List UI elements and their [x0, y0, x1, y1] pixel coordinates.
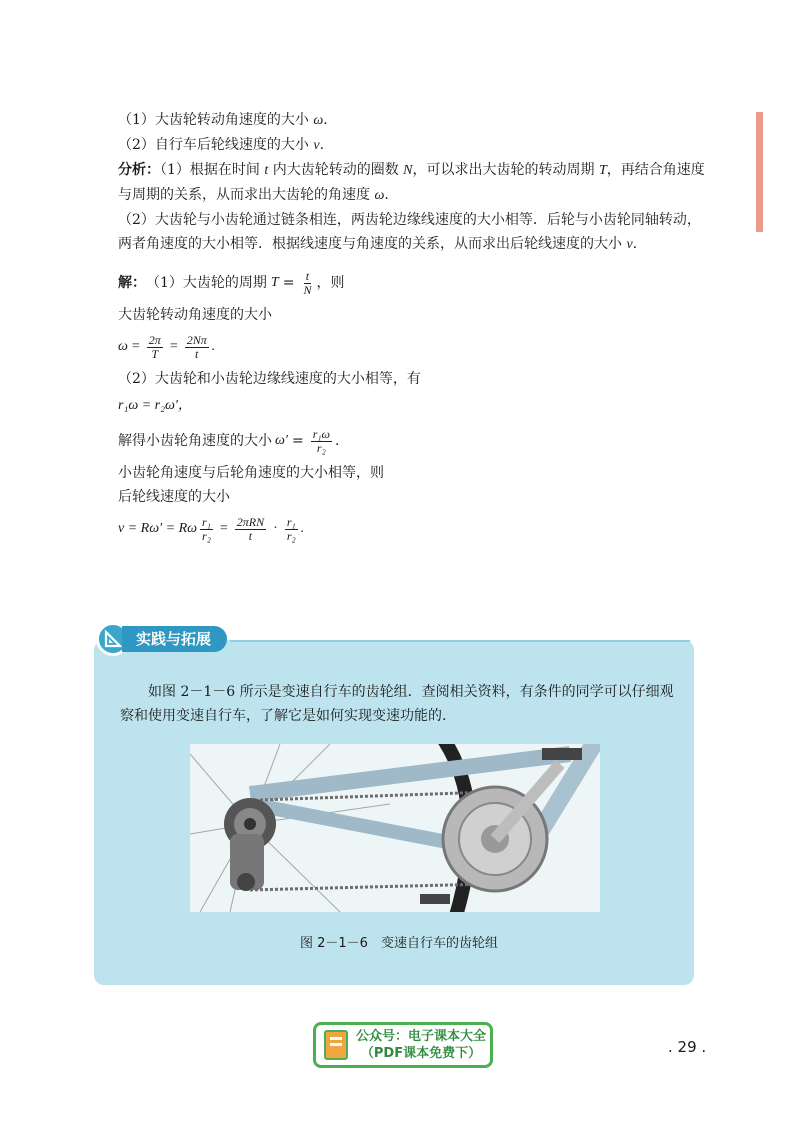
omega-n2: 2Nπ: [186, 332, 207, 347]
velocity-d3: r₂: [286, 528, 296, 543]
velocity-n2: 2πRN: [236, 514, 265, 529]
page-number: . 29 .: [668, 1038, 707, 1056]
solution-line-2: 大齿轮转动角速度的大小: [118, 307, 272, 323]
small-gear-equation: 解得小齿轮角速度的大小 ω′ = $\frac{\text{r₁ω}}{\text{r₂}}$ .: [118, 426, 340, 455]
omega-d1: T: [151, 346, 159, 361]
bicycle-gear-photo: [190, 744, 600, 912]
period-symbol: T: [270, 275, 279, 290]
main-text: [118, 108, 708, 549]
practice-text: 如图 2－1－6 所示是变速自行车的齿轮组．查阅相关资料，有条件的同学可以仔细观察和使用变速自行车，了解它是如何实现变速功能的.: [120, 684, 674, 724]
omega-frac-2: [185, 334, 209, 361]
omega-symbol: ω: [118, 339, 128, 354]
period-fraction: [301, 270, 313, 297]
period-num: t: [305, 268, 310, 283]
analysis-p1-var: T: [598, 163, 607, 178]
analysis-paragraph-2: [118, 208, 708, 257]
watermark-badge: [313, 1022, 493, 1068]
velocity-frac-3: [285, 516, 298, 543]
analysis-p1-text: （1）根据在时间: [160, 162, 265, 178]
solution-l1-text: （1）大齿轮的周期: [146, 275, 267, 291]
velocity-n1: r₁: [202, 514, 211, 529]
solution-line-8: 后轮线速度的大小: [118, 489, 230, 505]
chapter-side-tab: [756, 112, 763, 232]
analysis-p1-text: ，可以求出大齿轮的转动周期: [412, 162, 599, 178]
period-den: N: [303, 282, 312, 297]
omega-prime-den: r₂: [316, 440, 326, 455]
practice-title: 实践与拓展: [122, 626, 227, 652]
velocity-frac-2: [235, 516, 266, 543]
omega-prime-num: r₁ω: [312, 426, 331, 441]
figure-caption: 图 2－1－6 变速自行车的齿轮组: [300, 936, 498, 951]
question-2: [118, 133, 708, 158]
analysis-lead: 分析：: [118, 162, 160, 178]
question-2-suffix: .: [319, 137, 325, 153]
analysis-paragraph-1: [118, 158, 708, 208]
analysis-p1-var: ω: [374, 188, 385, 203]
velocity-frac-1: [200, 516, 213, 543]
solution-line-4: （2）大齿轮和小齿轮边缘线速度的大小相等，有: [118, 371, 421, 387]
watermark-line-2: （PDF课本免费下）: [360, 1046, 482, 1061]
question-2-var: v: [313, 138, 320, 153]
omega-prime-fraction: [311, 428, 332, 455]
analysis-p1-text: ，再结合角速度与周期的关系，从而求出大齿轮的角速度: [118, 162, 705, 203]
question-1: [118, 108, 708, 133]
analysis-p1-text: .: [384, 187, 389, 203]
practice-header: [96, 622, 227, 656]
omega-d2: t: [195, 346, 199, 361]
velocity-n3: r₁: [286, 514, 296, 529]
analysis-p1-var: N: [403, 163, 413, 178]
solution-line-5: r₁ω = r₂ω′，: [118, 398, 192, 413]
question-1-var: ω: [313, 113, 324, 128]
book-icon: [322, 1028, 352, 1062]
analysis-p2-text: （2）大齿轮与小齿轮通过链条相连，两齿轮边缘线速度的大小相等．后轮与小齿轮同轴转动，两者角速度的大小相等．根据线速度与角速度的关系，从而求出后轮线速度的大小: [118, 212, 701, 252]
velocity-d2: t: [248, 528, 253, 543]
solution-line-1: 解： （1）大齿轮的周期 T = $\frac{t}{N}$ ，则: [118, 268, 345, 297]
analysis-p2-text: .: [632, 236, 638, 252]
analysis-p1-var: t: [264, 163, 269, 178]
omega-prime-symbol: ω′: [275, 433, 288, 448]
question-1-suffix: .: [323, 112, 328, 128]
omega-frac-1: [147, 334, 163, 361]
question-2-text: （2）自行车后轮线速度的大小: [118, 137, 309, 153]
question-1-text: （1）大齿轮转动角速度的大小: [118, 112, 309, 128]
solution-line-7: 小齿轮角速度与后轮角速度的大小相等，则: [118, 465, 384, 481]
velocity-lhs: v = Rω′ = Rω: [118, 521, 198, 536]
analysis-p2-var: v: [626, 237, 633, 252]
practice-title-rule: [230, 640, 690, 642]
velocity-d1: r₂: [202, 528, 211, 543]
omega-n1: 2π: [148, 332, 161, 347]
watermark-line-1: 公众号：电子课本大全: [356, 1029, 487, 1044]
solution-lead: 解：: [118, 275, 146, 291]
solution-l6-text: 解得小齿轮角速度的大小: [118, 433, 272, 449]
omega-equation: ω = $\frac{2\pi}{T}$ = $\frac{2N\pi}{t}$ .: [118, 332, 216, 361]
analysis-p1-text: 内大齿轮转动的圈数: [268, 162, 404, 178]
velocity-equation: v = Rω′ = Rω $\frac{\text{r₁}}{\text{r₂}}$ = $\frac{\text{2πRN}}{t}$ · $\frac{\text{r₁}}{\text{r₂}}$ .: [118, 514, 305, 543]
solution-l1-tail: ，则: [316, 275, 345, 291]
watermark-text: [356, 1028, 486, 1062]
